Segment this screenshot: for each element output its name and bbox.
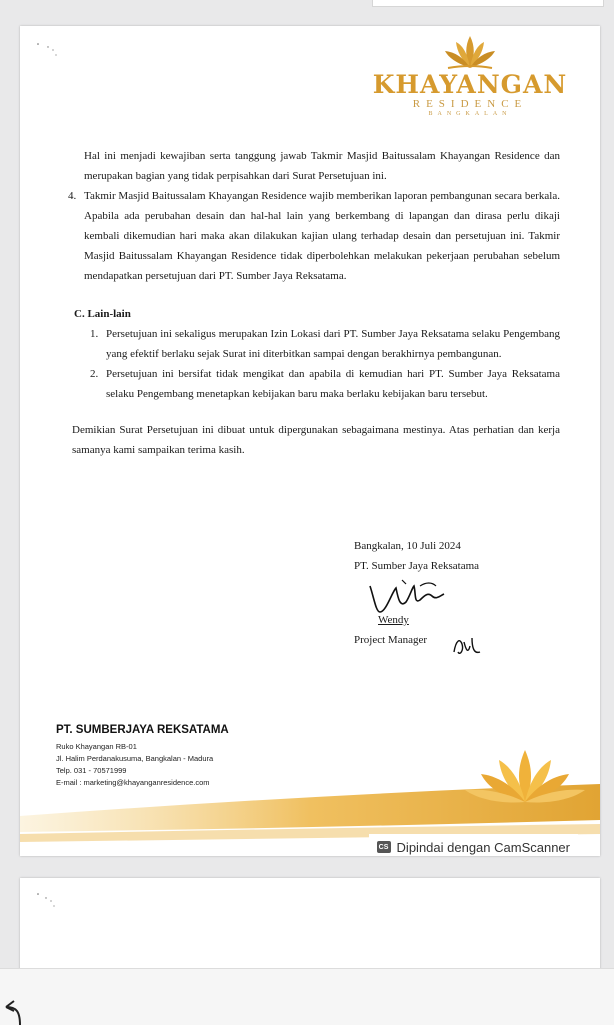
signer-company: PT. Sumber Jaya Reksatama xyxy=(354,560,480,572)
scan-specks xyxy=(34,38,64,58)
back-arrow-icon[interactable] xyxy=(2,991,24,1025)
footer-company: PT. SUMBERJAYA REKSATAMA xyxy=(56,724,229,736)
next-document-page xyxy=(20,878,600,970)
camscanner-label: Dipindai dengan CamScanner xyxy=(396,839,570,855)
scan-specks xyxy=(34,890,64,910)
lotus-icon xyxy=(440,34,500,72)
list-number: 1. xyxy=(90,328,99,340)
footer-address-2: Jl. Halim Perdanakusuma, Bangkalan - Madura xyxy=(56,754,214,763)
list-item-c1 xyxy=(90,324,560,364)
paragraph-continuation: Hal ini menjadi kewajiban serta tanggung jawab Takmir Masjid Baitussalam Khayangan Residence dan merupakan bagian yang tidak perpisahkan dari Surat Persetujuan ini. xyxy=(84,150,560,182)
place-date: Bangkalan, 10 Juli 2024 xyxy=(354,540,461,552)
footer-email: E-mail : marketing@khayanganresidence.com xyxy=(56,778,210,787)
signer-title: Project Manager xyxy=(354,634,427,646)
logo-subtitle: RESIDENCE xyxy=(412,98,528,110)
footer-address-1: Ruko Khayangan RB-01 xyxy=(56,742,137,751)
closing-paragraph: Demikian Surat Persetujuan ini dibuat untuk dipergunakan sebagaimana mestinya. Atas perhatian dan kerja samanya kami sampaikan terima kasih. xyxy=(72,424,560,456)
viewer-bottom-bar xyxy=(0,968,614,1025)
list-item-4 xyxy=(68,186,560,286)
document-page xyxy=(20,26,600,856)
signature-block xyxy=(354,536,554,650)
previous-page-edge xyxy=(372,0,604,7)
camscanner-icon: CS xyxy=(377,841,391,853)
letter-body xyxy=(68,146,560,460)
list-item-c2 xyxy=(90,364,560,404)
footer-phone: Telp. 031 - 70571999 xyxy=(56,766,127,775)
camscanner-watermark xyxy=(369,834,578,856)
signer-name: Wendy xyxy=(378,614,409,626)
list-text: Persetujuan ini sekaligus merupakan Izin Lokasi dari PT. Sumber Jaya Reksatama selaku Pengembang yang efektif berlaku sejak Surat ini diterbitkan sampai dengan berakhirnya pembangunan. xyxy=(106,328,560,360)
logo-name: KHAYANGAN xyxy=(372,70,568,99)
list-text: Takmir Masjid Baitussalam Khayangan Residence wajib memberikan laporan pembangunan secara berkala. Apabila ada perubahan desain dan hal-hal lain yang berkembang di lapangan dan dirasa perlu dikaji kembali dikemudian hari maka akan dilakukan kajian ulang terhadap desain dan persetujuan ini. Takmir Masjid Baitussalam Khayangan Residence tidak diperbolehkan melakukan pekerjaan perubahan sebelum mendapatkan persetujuan dari PT. Sumber Jaya Reksatama. xyxy=(84,190,560,282)
company-logo xyxy=(370,34,570,118)
list-number: 2. xyxy=(90,368,99,380)
logo-city: BANGKALAN xyxy=(428,111,512,117)
initial-mark xyxy=(450,634,484,658)
list-number: 4. xyxy=(68,190,77,202)
section-heading: C. Lain-lain xyxy=(74,308,131,320)
list-text: Persetujuan ini bersifat tidak mengikat dan apabila di kemudian hari PT. Sumber Jaya Reksatama selaku Pengembang menetapkan kebijakan baru maka berlaku kebijakan baru tersebut. xyxy=(106,368,560,400)
